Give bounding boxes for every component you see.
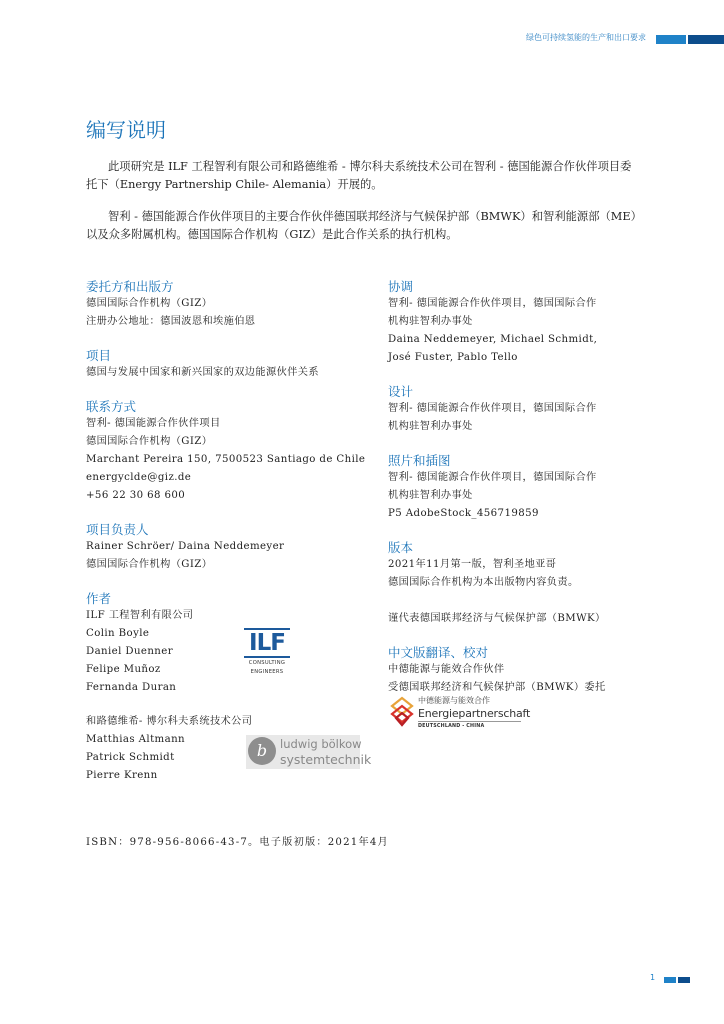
- contact-line: 德国国际合作机构（GIZ）: [86, 436, 213, 447]
- photos-line: 智利- 德国能源合作伙伴项目，德国国际合作: [388, 472, 597, 483]
- photos-line: 机构驻智利办事处: [388, 490, 473, 501]
- ilf-logo: [244, 628, 290, 676]
- page-heading: 编写说明: [86, 118, 166, 142]
- translation-line: 受德国联邦经济和气候保护部（BMWK）委托: [388, 682, 606, 693]
- edition-line: 德国国际合作机构为本出版物内容负责。: [388, 577, 579, 588]
- page-footer: [640, 973, 724, 986]
- energiepartnerschaft-logo: [388, 696, 531, 736]
- footer-accent-light: [664, 977, 676, 983]
- ilf-logo-mark: ILF: [244, 628, 290, 658]
- author-line: Fernanda Duran: [86, 682, 177, 693]
- intro-paragraph-2: 智利 - 德国能源合作伙伴项目的主要合作伙伴德国联邦经济与气候保护部（BMWK）和智利能源部（ME）以及众多附属机构。德国国际合作机构（GIZ）是此合作关系的执行机构。: [86, 210, 642, 241]
- author-line: Daniel Duenner: [86, 646, 173, 657]
- authors-heading: 作者: [86, 591, 112, 606]
- energiepartnerschaft-knot-icon: [388, 696, 416, 728]
- top-header-bar: [0, 35, 724, 47]
- coordination-heading: 协调: [388, 279, 414, 294]
- project-line: 德国与发展中国家和新兴国家的双边能源伙伴关系: [86, 367, 319, 378]
- ilf-logo-sub: CONSULTING: [248, 660, 286, 666]
- lb-logo-icon: b: [248, 737, 276, 765]
- author-line: 和路德维希- 博尔科夫系统技术公司: [86, 716, 253, 727]
- photos-line: P5 AdobeStock_456719859: [388, 508, 539, 519]
- photos-heading: 照片和插图: [388, 453, 451, 468]
- design-line: 机构驻智利办事处: [388, 421, 473, 432]
- coordination-line: Daina Neddemeyer, Michael Schmidt,: [388, 334, 598, 345]
- header-accent-light: [656, 35, 686, 44]
- commissioner-line: 注册办公地址：德国波恩和埃施伯恩: [86, 316, 256, 327]
- edition-line: 2021年11月第一版，智利圣地亚哥: [388, 559, 557, 570]
- coordination-line: 机构驻智利办事处: [388, 316, 473, 327]
- contact-address: Marchant Pereira 150, 7500523 Santiago de Chile: [86, 454, 366, 465]
- ep-logo-en: Energiepartnerschaft: [418, 707, 531, 720]
- footer-accent-dark: [678, 977, 690, 983]
- author-line: ILF 工程智利有限公司: [86, 610, 194, 621]
- ilf-logo-sub: ENGINEERS: [250, 669, 284, 675]
- isbn-line: ISBN：978-956-8066-43-7。电子版初版：2021年4月: [86, 837, 389, 848]
- edition-heading: 版本: [388, 540, 414, 555]
- ep-logo-sub: DEUTSCHLAND - CHINA: [418, 724, 485, 729]
- author-line: Patrick Schmidt: [86, 752, 175, 763]
- contact-line: 智利- 德国能源合作伙伴项目: [86, 418, 221, 429]
- contact-email[interactable]: energyclde@giz.de: [86, 472, 192, 483]
- right-column: [388, 278, 648, 697]
- coordination-line: 智利- 德国能源合作伙伴项目，德国国际合作: [388, 298, 597, 309]
- lead-heading: 项目负责人: [86, 522, 149, 537]
- bmwk-line: 谨代表德国联邦经济与气候保护部（BMWK）: [388, 613, 606, 624]
- translation-line: 中德能源与能效合作伙伴: [388, 664, 505, 675]
- translation-heading: 中文版翻译、校对: [388, 645, 489, 660]
- intro-paragraph-1: 此项研究是 ILF 工程智利有限公司和路德维希 - 博尔科夫系统技术公司在智利 - 德国能源合作伙伴项目委托下（Energy Partnership Chile- Alemania）开展的。: [86, 160, 632, 191]
- author-line: Felipe Muñoz: [86, 664, 161, 675]
- project-heading: 项目: [86, 348, 112, 363]
- coordination-line: José Fuster, Pablo Tello: [388, 352, 518, 363]
- lb-logo-line1: ludwig bölkow: [280, 737, 362, 751]
- design-heading: 设计: [388, 384, 414, 399]
- ludwig-boelkow-logo: [246, 735, 372, 769]
- contact-phone: +56 22 30 68 600: [86, 490, 186, 501]
- author-line: Matthias Altmann: [86, 734, 186, 745]
- lb-logo-line2: systemtechnik: [280, 752, 372, 767]
- page-number: 1: [650, 973, 656, 982]
- header-accent-dark: [688, 35, 724, 44]
- contact-heading: 联系方式: [86, 399, 137, 414]
- ep-logo-cn: 中德能源与能效合作: [418, 696, 490, 705]
- design-line: 智利- 德国能源合作伙伴项目，德国国际合作: [388, 403, 597, 414]
- author-line: Pierre Krenn: [86, 770, 158, 781]
- commissioner-line: 德国国际合作机构（GIZ）: [86, 298, 213, 309]
- lead-line: 德国国际合作机构（GIZ）: [86, 559, 213, 570]
- lead-line: Rainer Schröer/ Daina Neddemeyer: [86, 541, 285, 552]
- author-line: Colin Boyle: [86, 628, 150, 639]
- left-column: [86, 278, 371, 785]
- report-title: 绿色可持续氢能的生产和出口要求: [526, 33, 646, 42]
- commissioner-heading: 委托方和出版方: [86, 279, 174, 294]
